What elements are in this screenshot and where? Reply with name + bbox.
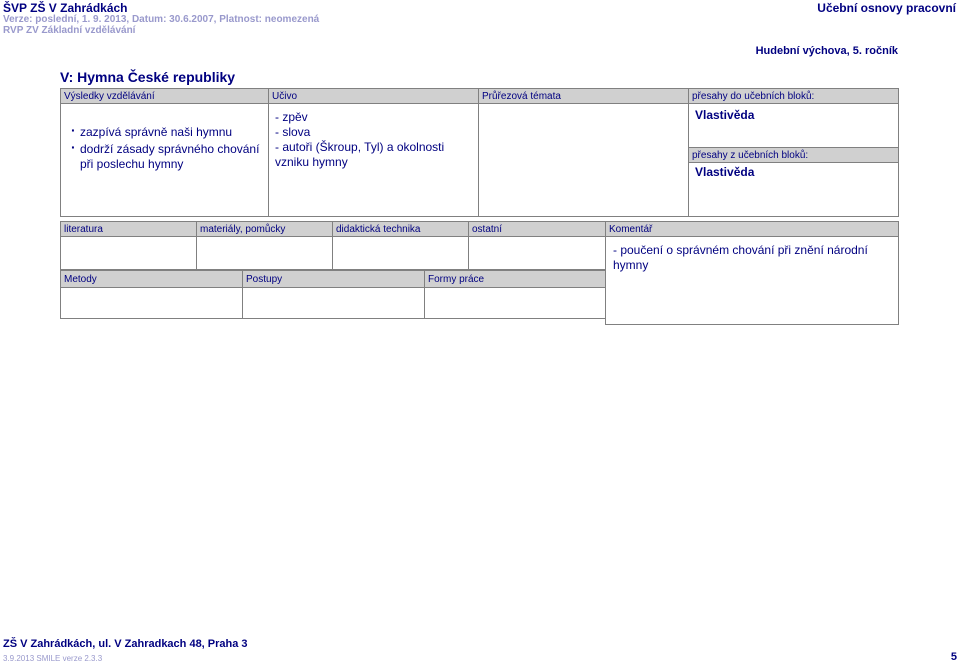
school-name: ŠVP ZŠ V Zahrádkách (3, 1, 128, 15)
comment-cell (605, 236, 899, 325)
comment-text: - poučení o správném chování při znění národní hymny (613, 243, 868, 272)
header-outcomes: Výsledky vzdělávání (60, 88, 269, 104)
links-from-value: Vlastivěda (695, 165, 755, 179)
header-materials: materiály, pomůcky (196, 221, 333, 237)
outcomes-cell (60, 103, 269, 217)
header-work-forms: Formy práce (424, 270, 606, 288)
literature-cell (60, 236, 197, 270)
header-comment: Komentář (605, 221, 899, 237)
curriculum-item: - slova (275, 125, 311, 139)
methods-cell (60, 287, 243, 319)
technology-cell (332, 236, 469, 270)
document-type: Učební osnovy pracovní (817, 1, 956, 15)
outcomes-list (63, 125, 262, 172)
framework-line: RVP ZV Základní vzdělávání (3, 25, 136, 36)
links-from-header: přesahy z učebních bloků: (688, 147, 899, 163)
header-technology: didaktická technika (332, 221, 469, 237)
materials-cell (196, 236, 333, 270)
header-procedures: Postupy (242, 270, 425, 288)
curriculum-cell (268, 103, 479, 217)
other-cell (468, 236, 606, 270)
version-line: Verze: poslední, 1. 9. 2013, Datum: 30.6.2007, Platnost: neomezená (3, 14, 320, 25)
outcome-item: · dodrží zásady správného chování při poslechu hymny (63, 142, 262, 172)
header-other: ostatní (468, 221, 606, 237)
header-methods: Metody (60, 270, 243, 288)
subject-grade: Hudební výchova, 5. ročník (755, 45, 898, 57)
topic-title: V: Hymna České republiky (60, 69, 236, 85)
header-cross-topics: Průřezová témata (478, 88, 689, 104)
curriculum-item: - zpěv (275, 110, 308, 124)
outcome-item: · zazpívá správně naši hymnu (63, 125, 262, 140)
curriculum-item: - autoři (Škroup, Tyl) a okolnosti vzniku hymny (275, 140, 448, 169)
header-curriculum: Učivo (268, 88, 479, 104)
page-number: 5 (950, 651, 957, 663)
links-cell (688, 103, 899, 217)
curriculum-list (275, 110, 474, 170)
header-links-to: přesahy do učebních bloků: (688, 88, 899, 104)
header-literature: literatura (60, 221, 197, 237)
links-to-value: Vlastivěda (695, 108, 755, 122)
footer-software: 3.9.2013 SMILE verze 2.3.3 (3, 654, 103, 663)
cross-topics-cell (478, 103, 689, 217)
work-forms-cell (424, 287, 606, 319)
procedures-cell (242, 287, 425, 319)
footer-address: ZŠ V Zahrádkách, ul. V Zahradkach 48, Praha 3 (3, 638, 248, 650)
